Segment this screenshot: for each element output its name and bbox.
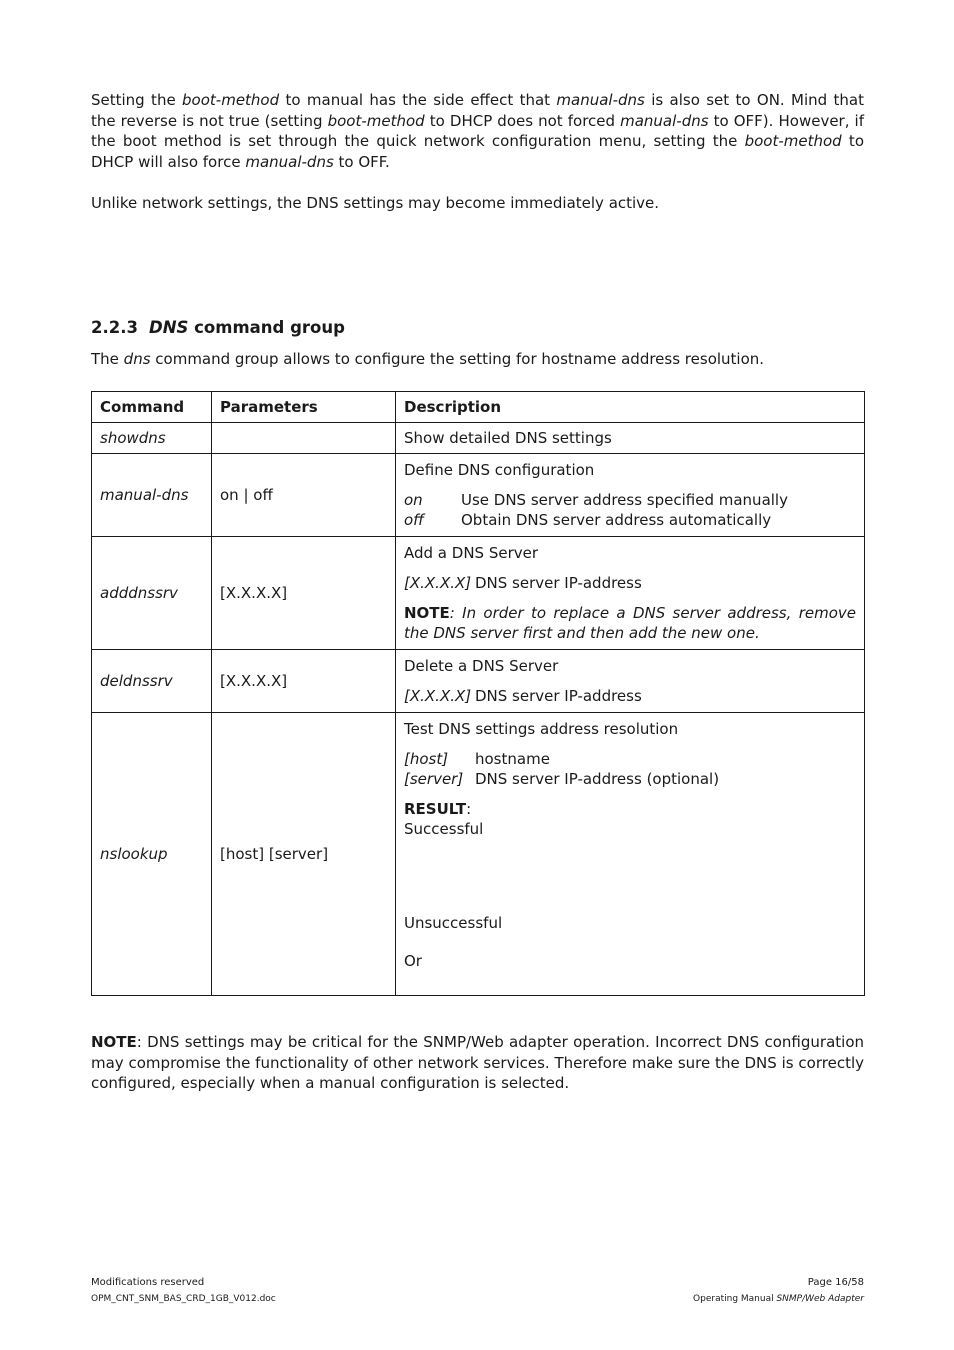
text-run: boot-method bbox=[744, 132, 842, 150]
footer-left bbox=[91, 1275, 276, 1307]
footer-page-number: Page 16/58 bbox=[807, 1277, 864, 1288]
dns-command-table bbox=[91, 391, 865, 996]
result-colon: : bbox=[466, 800, 472, 818]
description-text: Delete a DNS Server bbox=[404, 657, 559, 675]
text-run: manual-dns bbox=[556, 91, 645, 109]
header-command: Command bbox=[92, 392, 212, 423]
header-parameters: Parameters bbox=[212, 392, 396, 423]
command-cell: nslookup bbox=[92, 713, 212, 996]
footer-manual-title bbox=[693, 1291, 864, 1307]
table-row bbox=[92, 537, 865, 650]
text-run: to DHCP does not forced bbox=[424, 111, 621, 130]
table-row bbox=[92, 713, 865, 996]
option-line bbox=[404, 490, 856, 510]
command-cell: deldnssrv bbox=[92, 650, 212, 713]
option-line bbox=[404, 686, 856, 706]
text-run: to OFF). However, if the boot method is set through the quick network configuration menu, setting the bbox=[91, 111, 864, 150]
option-text: Use DNS server address specified manually bbox=[461, 491, 788, 509]
result-heading bbox=[404, 799, 856, 819]
option-key: [X.X.X.X] bbox=[404, 574, 472, 592]
parameters-cell: [X.X.X.X] bbox=[212, 537, 396, 650]
option-text: DNS server IP-address bbox=[475, 687, 642, 705]
section-heading bbox=[91, 318, 345, 337]
table-row bbox=[92, 423, 865, 454]
text-run: The bbox=[91, 350, 124, 368]
boot-method-paragraph bbox=[91, 90, 864, 172]
text-run: is also set to ON. Mind that the reverse is not true (setting bbox=[91, 91, 864, 130]
option-text: Obtain DNS server address automatically bbox=[461, 511, 772, 529]
command-cell: showdns bbox=[92, 423, 212, 454]
header-description: Description bbox=[396, 392, 865, 423]
result-success: Successful bbox=[404, 820, 484, 838]
footer-right bbox=[693, 1275, 864, 1307]
option-text: hostname bbox=[475, 750, 550, 768]
text-run: SNMP/Web Adapter bbox=[776, 1294, 864, 1304]
result-label: RESULT bbox=[404, 800, 467, 818]
option-line bbox=[404, 510, 856, 530]
section-title-rest: command group bbox=[188, 318, 345, 337]
text-run: manual-dns bbox=[620, 111, 709, 130]
result-or: Or bbox=[404, 952, 422, 970]
dns-active-paragraph: Unlike network settings, the DNS settings may become immediately active. bbox=[91, 194, 660, 212]
text-run: command group allows to configure the setting for hostname address resolution. bbox=[150, 350, 765, 368]
description-cell: Show detailed DNS settings bbox=[396, 423, 865, 454]
command-cell: adddnssrv bbox=[92, 537, 212, 650]
description-text: Define DNS configuration bbox=[404, 461, 595, 479]
description-text: Test DNS settings address resolution bbox=[404, 720, 679, 738]
option-line bbox=[404, 573, 856, 593]
result-fail: Unsuccessful bbox=[404, 914, 503, 932]
text-run: to OFF. bbox=[333, 152, 390, 171]
table-row bbox=[92, 454, 865, 537]
option-key: off bbox=[404, 511, 425, 529]
text-run: dns bbox=[123, 350, 151, 368]
option-text: DNS server IP-address bbox=[475, 574, 642, 592]
text-run: boot-method bbox=[182, 91, 280, 109]
text-run: Setting the bbox=[91, 91, 183, 109]
option-key: [host] bbox=[404, 750, 449, 768]
description-cell bbox=[396, 650, 865, 713]
note-label: NOTE bbox=[91, 1033, 137, 1051]
section-title-italic: DNS bbox=[149, 318, 189, 337]
section-number: 2.2.3 bbox=[91, 318, 138, 337]
option-key: on bbox=[404, 491, 423, 509]
option-line bbox=[404, 769, 856, 789]
option-line bbox=[404, 749, 856, 769]
note-label: NOTE bbox=[404, 604, 450, 622]
text-run: Operating Manual bbox=[693, 1294, 777, 1304]
closing-note-paragraph bbox=[91, 1032, 864, 1094]
text-run: manual-dns bbox=[245, 152, 334, 171]
table-row bbox=[92, 650, 865, 713]
footer-modifications: Modifications reserved bbox=[91, 1277, 205, 1288]
text-run: to manual has the side effect that bbox=[279, 91, 557, 109]
option-key: [X.X.X.X] bbox=[404, 687, 472, 705]
footer-filename: OPM_CNT_SNM_BAS_CRD_1GB_V012.doc bbox=[91, 1294, 276, 1304]
parameters-cell bbox=[212, 423, 396, 454]
row-note bbox=[404, 603, 856, 643]
parameters-cell: [host] [server] bbox=[212, 713, 396, 996]
command-cell: manual-dns bbox=[92, 454, 212, 537]
text-run: to DHCP will also force bbox=[91, 132, 864, 171]
text-run: boot-method bbox=[327, 111, 425, 130]
table-header-row bbox=[92, 392, 865, 423]
parameters-cell: on | off bbox=[212, 454, 396, 537]
parameters-cell: [X.X.X.X] bbox=[212, 650, 396, 713]
description-cell bbox=[396, 713, 865, 996]
description-text: Add a DNS Server bbox=[404, 544, 539, 562]
option-key: [server] bbox=[404, 770, 464, 788]
note-text: : In order to replace a DNS server address, remove the DNS server first and then add the new one. bbox=[404, 604, 856, 642]
note-text: : DNS settings may be critical for the SNMP/Web adapter operation. Incorrect DNS configuration may compromise the functionality of other network services. Therefore make sure the DNS is correctly configured, especially when a manual configuration is selected. bbox=[91, 1033, 864, 1092]
section-intro-paragraph bbox=[91, 349, 764, 370]
description-cell bbox=[396, 537, 865, 650]
description-cell bbox=[396, 454, 865, 537]
option-text: DNS server IP-address (optional) bbox=[475, 770, 720, 788]
